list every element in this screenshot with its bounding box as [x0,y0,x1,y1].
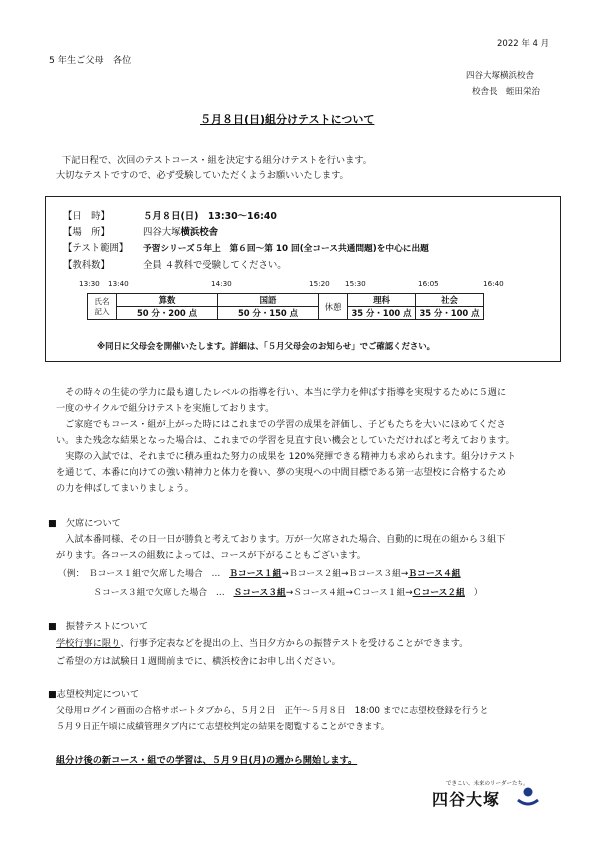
intro-line-2: 大切なテストですので、必ず受験していただくようお願いいたします。 [56,170,349,181]
schedule-table [87,293,484,320]
closing-note: 組分け後の新コース・組での学習は、５月９日(月)の週から開始します。 [56,755,358,766]
absence-example-1 [58,567,461,581]
principal-name: 校舎長 蛭田栄治 [472,87,541,97]
addressee: 5 年生ご父母 各位 [49,55,132,66]
school-name: 四谷大塚横浜校舎 [466,71,535,81]
name-cell-line-2: 記入 [94,306,110,316]
place-prefix: 四谷大塚 [143,227,181,238]
logo-mark-icon [516,786,540,808]
judgement-line-1: 父母用ログイン画面の合格サポートタブから、５月２日 正午〜５月８日 18:00 までに志望校登録を行うと [56,706,489,716]
body-line-2: 一度のサイクルで組分けテストを実施しております。 [56,403,275,414]
example-1-start-class: Ｂコース１組 [229,569,282,579]
body-line-3: ご家庭でもコース・組が上がった時にはこれまでの学習の成果を評価し、子どもたちを大いにほめてくださ [56,419,506,430]
science-detail: 35 分・100 点 [348,307,416,320]
absence-example-2 [58,586,483,600]
body-line-4: い。また残念な結果となった場合は、これまでの学習を見直す良い機会としていただければと考えております。 [56,435,515,446]
name-cell-line-1: 氏名 [94,296,110,306]
time-1605: 16:05 [418,279,439,288]
example-1-prefix: （例： Ｂコース１組で欠席した場合 … [58,569,230,579]
body-line-7: の力を伸ばしてまいりましょう。 [56,483,194,494]
example-2-close: ） [464,588,483,598]
japanese-name: 国語 [218,294,319,307]
makeup-condition: 学校行事に限り [56,638,121,649]
makeup-line-2: ご希望の方は試験日１週間前までに、横浜校舎にお申し出ください。 [56,656,341,667]
scope-label: 【テスト範囲】 [63,243,129,254]
math-name: 算数 [117,294,218,307]
subjects-label: 【教科数】 [63,260,110,271]
info-place-row [63,226,218,239]
subjects-value: 全員 ４教科で受験してください。 [143,260,287,271]
absence-line-2: がります。各コースの組数によっては、コースが下がることもございます。 [56,550,366,561]
example-1-path: →Ｂコース２組→Ｂコース３組→ [281,569,409,579]
time-1640: 16:40 [483,279,504,288]
time-1430: 14:30 [211,279,232,288]
time-1520: 15:20 [309,279,330,288]
social-name: 社会 [416,294,484,307]
example-2-prefix: Ｓコース３組で欠席した場合 … [58,588,234,598]
break-cell: 休憩 [319,294,348,320]
japanese-detail: 50 分・150 点 [218,307,319,320]
parent-meeting-note: ※同日に父母会を開催いたします。詳細は、「５月父母会のお知らせ」でご確認ください。 [97,341,436,351]
judgement-line-2: ５月９日正午頃に成績管理タブ内にて志望校判定の結果を閲覧することができます。 [56,722,390,732]
body-line-6: を通じて、本番に向けての強い精神力と体力を養い、夢の実現への中間目標である第一志望校に合格するため [56,467,507,478]
info-subjects-row [63,259,287,272]
place-bold: 横浜校舎 [180,227,219,238]
body-line-1: その時々の生徒の学力に最も適したレベルの指導を行い、本当に学力を伸ばす指導を実現するために５週に [56,387,507,398]
makeup-line-1-rest: 、行事予定表などを提出の上、当日夕方からの振替テストを受けることができます。 [120,638,469,649]
document-date: 2022 年 4 月 [497,39,550,49]
time-1330: 13:30 [79,279,100,288]
body-line-5: 実際の入試では、それまでに積み重ねた努力の成果を 120%発揮できる精神力も求められます。組分けテスト [56,451,516,462]
logo-wordmark: 四谷大塚 [432,790,501,809]
time-1530: 15:30 [345,279,366,288]
place-label: 【場 所】 [63,227,110,238]
page-title: ５月８日(日)組分けテストについて [200,113,375,126]
intro-line-1: 下記日程で、次回のテストコース・組を決定する組分けテストを行います。 [62,155,372,166]
example-1-end-class: Ｂコース４組 [408,569,461,579]
absence-line-1: 入試本番同様、その日一日が勝負と考えております。万が一欠席された場合、自動的に現在の組から３組下 [56,534,506,545]
social-detail: 35 分・100 点 [416,307,484,320]
math-detail: 50 分・200 点 [117,307,218,320]
judgement-heading: ■志望校判定について [48,689,140,700]
date-label: 【日 時】 [63,211,110,222]
info-date-row [63,210,277,223]
example-2-end-class: Ｃコース２組 [412,588,465,598]
logo-tagline: できこい、未来のリーダーたち。 [446,781,529,787]
example-2-start-class: Ｓコース３組 [233,588,286,598]
science-name: 理科 [348,294,416,307]
scope-value: 予習シリーズ５年上 第６回〜第 10 回(全コース共通問題)を中心に出題 [143,244,429,254]
absence-heading: ■ 欠席について [48,518,121,529]
time-1340: 13:40 [108,279,129,288]
date-value: ５月８日(日) 13:30〜16:40 [143,211,277,222]
info-scope-row [63,242,429,256]
example-2-path: →Ｓコース４組→Ｃコース１組→ [285,588,413,598]
makeup-line-1 [56,637,468,651]
makeup-heading: ■ 振替テストについて [48,621,149,632]
name-cell [88,294,117,320]
